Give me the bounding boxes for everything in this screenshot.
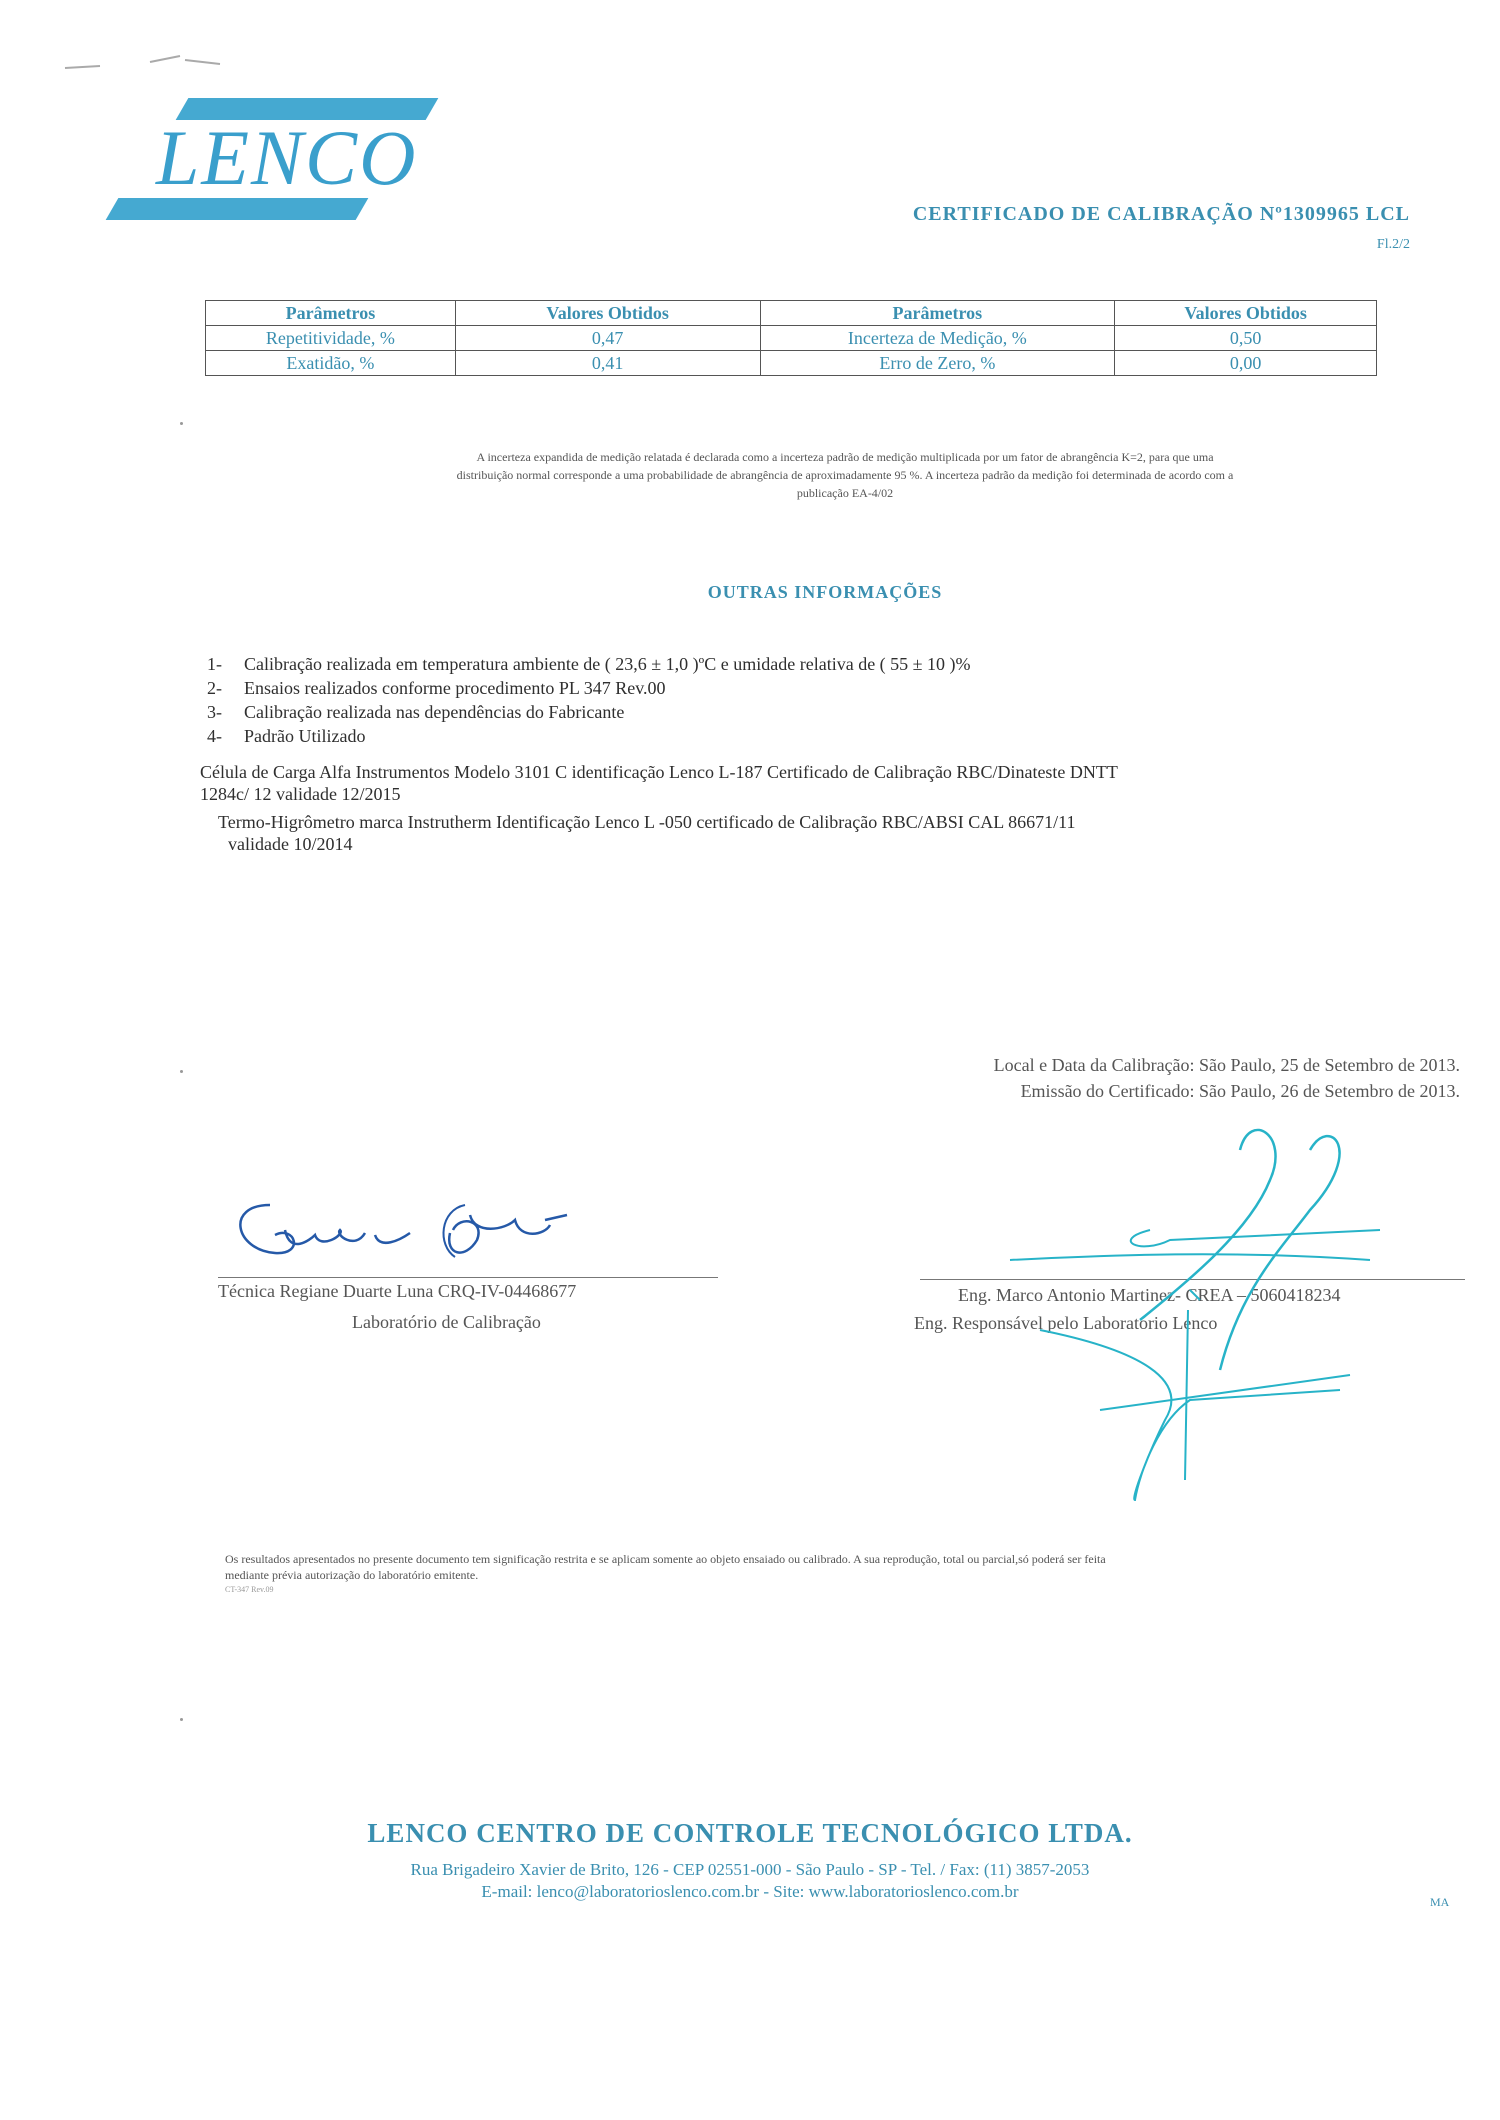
calibration-date: Local e Data da Calibração: São Paulo, 25 de Setembro de 2013. <box>993 1055 1460 1075</box>
table-row <box>206 351 1377 376</box>
section-title: OUTRAS INFORMAÇÕES <box>707 582 943 602</box>
signer-right-name: Eng. Marco Antonio Martinez- CREA – 5060418234 <box>958 1285 1341 1305</box>
table-row <box>206 326 1377 351</box>
table-header-row <box>206 301 1377 326</box>
logo-text: LENCO <box>156 114 418 201</box>
signer-left-name: Técnica Regiane Duarte Luna CRQ-IV-04468677 <box>218 1281 577 1301</box>
note-line: distribuição normal corresponde a uma probabilidade de abrangência de aproximadamente 95 %. A incerteza padrão da medição foi determinada de acordo com a <box>456 468 1234 482</box>
table-header: Parâmetros <box>760 301 1115 326</box>
scan-dot <box>180 1718 183 1721</box>
note-line: publicação EA-4/02 <box>796 486 894 500</box>
note-line: A incerteza expandida de medição relatada é declarada como a incerteza padrão de medição multiplicada por um fator de abrangência K=2, para que uma <box>476 450 1214 464</box>
table-header: Valores Obtidos <box>455 301 760 326</box>
standard-1: Célula de Carga Alfa Instrumentos Modelo 3101 C identificação Lenco L-187 Certificado de Calibração RBC/Dinateste DNTT 1284c/ 12 validade 12/2015 <box>200 762 1118 804</box>
scan-smudge <box>60 50 240 80</box>
table-cell: Erro de Zero, % <box>760 351 1115 376</box>
list-item: 3- Calibração realizada nas dependências do Fabricante <box>207 702 625 722</box>
sheet-number: Fl.2/2 <box>1376 237 1410 252</box>
table-cell: 0,50 <box>1115 326 1377 351</box>
form-code: CT-347 Rev.09 <box>225 1585 274 1594</box>
signature-right <box>990 1120 1390 1520</box>
scan-dot <box>180 1070 183 1073</box>
standard-2: Termo-Higrômetro marca Instrutherm Identificação Lenco L -050 certificado de Calibração RBC/ABSI CAL 86671/11 validade 10/2014 <box>218 812 1076 854</box>
list-item: 1- Calibração realizada em temperatura ambiente de ( 23,6 ± 1,0 )ºC e umidade relativa de ( 55 ± 10 )% <box>207 654 971 674</box>
initials: MA <box>1430 1895 1450 1909</box>
issue-date: Emissão do Certificado: São Paulo, 26 de Setembro de 2013. <box>1020 1081 1460 1101</box>
info-list <box>207 653 1457 749</box>
table-cell: Repetitividade, % <box>206 326 456 351</box>
results-table <box>205 300 1377 376</box>
signer-right-role: Eng. Responsável pelo Laboratório Lenco <box>914 1313 1218 1333</box>
company-address: Rua Brigadeiro Xavier de Brito, 126 - CEP 02551-000 - São Paulo - SP - Tel. / Fax: (11) 3857-2053 E-mail: lenco@laboratorioslenco.com.br - Site: www.laboratorioslenco.com.br <box>410 1860 1090 1901</box>
table-header: Valores Obtidos <box>1115 301 1377 326</box>
company-name: LENCO CENTRO DE CONTROLE TECNOLÓGICO LTDA. <box>367 1818 1133 1848</box>
certificate-title: CERTIFICADO DE CALIBRAÇÃO Nº1309965 LCL <box>912 203 1410 225</box>
uncertainty-note <box>230 448 1460 502</box>
list-item: 2- Ensaios realizados conforme procedimento PL 347 Rev.00 <box>207 678 666 698</box>
table-cell: Exatidão, % <box>206 351 456 376</box>
signature-left <box>215 1195 615 1285</box>
signature-line-left <box>218 1277 718 1278</box>
lenco-logo <box>112 98 492 228</box>
table-header: Parâmetros <box>206 301 456 326</box>
scan-dot <box>180 422 183 425</box>
table-cell: 0,00 <box>1115 351 1377 376</box>
signer-left-role: Laboratório de Calibração <box>352 1312 541 1332</box>
table-cell: 0,41 <box>455 351 760 376</box>
table-cell: Incerteza de Medição, % <box>760 326 1115 351</box>
list-item: 4- Padrão Utilizado <box>207 726 366 746</box>
footer-disclaimer: Os resultados apresentados no presente documento tem significação restrita e se aplicam somente ao objeto ensaiado ou calibrado. A sua reprodução, total ou parcial,só poderá ser feita mediante prévia autorização do laboratório emitente. <box>225 1552 1106 1582</box>
table-cell: 0,47 <box>455 326 760 351</box>
